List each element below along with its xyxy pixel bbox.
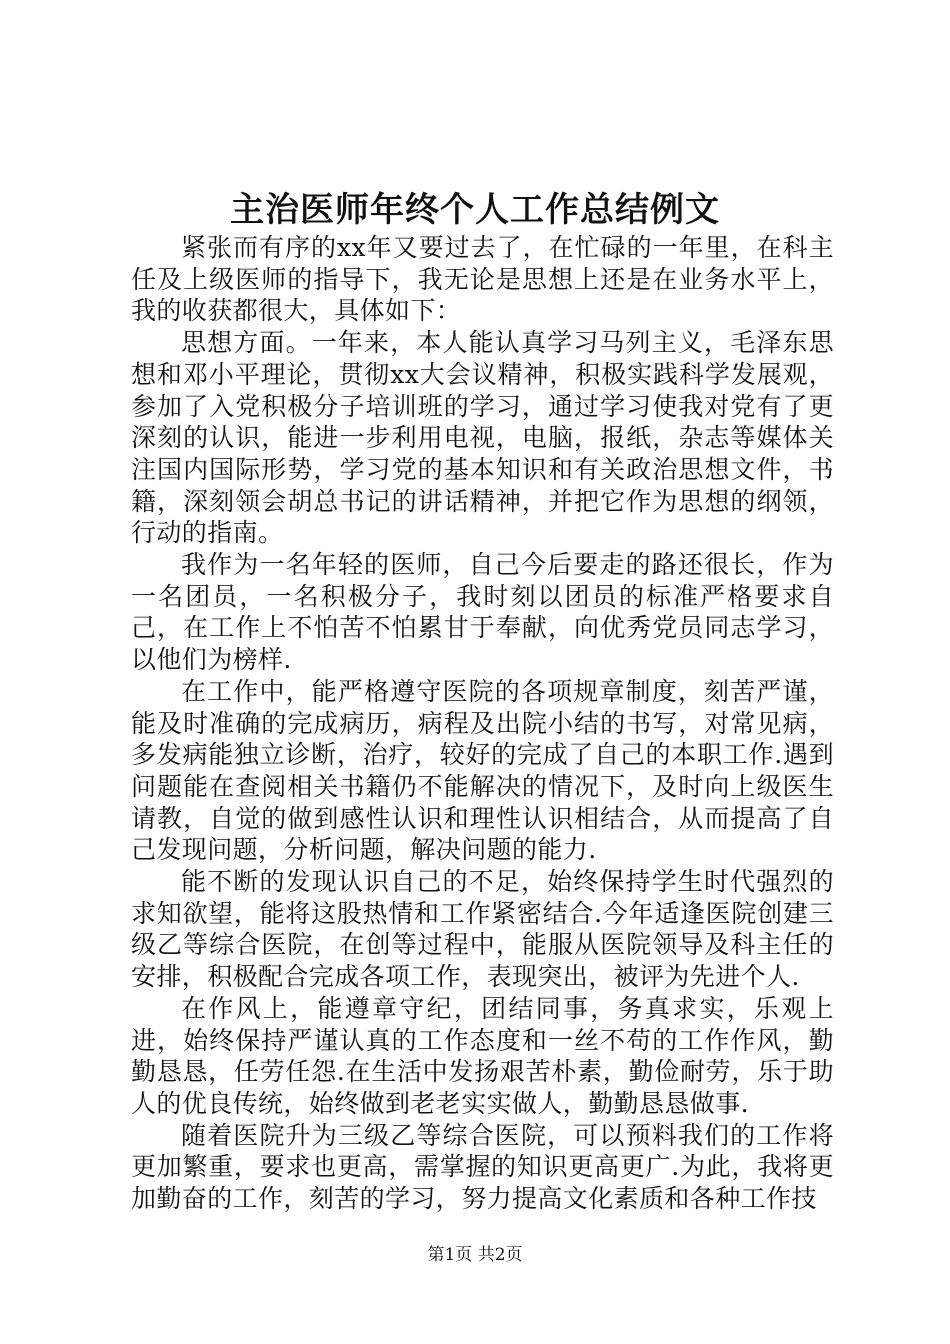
paragraph-young-physician: 我作为一名年轻的医师，自己今后要走的路还很长，作为一名团员，一名积极分子，我时刻以团员的标准严格要求自己，在工作上不怕苦不怕累甘于奉献，向优秀党员同志学习，以他们为榜样. — [131, 550, 834, 675]
document-body — [131, 232, 834, 1215]
paragraph-shortcomings: 能不断的发现认识自己的不足，始终保持学生时代强烈的求知欲望，能将这股热情和工作紧密结合.今年适逢医院创建三级乙等综合医院，在创等过程中，能服从医院领导及科主任的安排，积极配合完成各项工作，表现突出，被评为先进个人. — [131, 867, 834, 992]
page-number-footer: 第1页 共2页 — [427, 1245, 523, 1265]
paragraph-style: 在作风上，能遵章守纪，团结同事，务真求实，乐观上进，始终保持严谨认真的工作态度和一丝不苟的工作作风，勤勤恳恳，任劳任怨.在生活中发扬艰苦朴素，勤俭耐劳，乐于助人的优良传统，始终做到老老实实做人，勤勤恳恳做事. — [131, 993, 834, 1118]
paragraph-future: 随着医院升为三级乙等综合医院，可以预料我们的工作将更加繁重，要求也更高，需掌握的知识更高更广.为此，我将更加勤奋的工作，刻苦的学习，努力提高文化素质和各种工作技 — [131, 1120, 834, 1214]
paragraph-intro: 紧张而有序的xx年又要过去了，在忙碌的一年里，在科主任及上级医师的指导下，我无论是思想上还是在业务水平上，我的收获都很大，具体如下： — [131, 233, 834, 326]
document-title: 主治医师年终个人工作总结例文 — [230, 190, 720, 230]
paragraph-work: 在工作中，能严格遵守医院的各项规章制度，刻苦严谨，能及时准确的完成病历，病程及出院小结的书写，对常见病，多发病能独立诊断，治疗，较好的完成了自己的本职工作.遇到问题能在查阅相关书籍仍不能解决的情况下，及时向上级医生请教，自觉的做到感性认识和理性认识相结合，从而提高了自己发现问题，分析问题，解决问题的能力. — [131, 676, 834, 865]
paragraph-thought: 思想方面。一年来，本人能认真学习马列主义，毛泽东思想和邓小平理论，贯彻xx大会议精神，积极实践科学发展观，参加了入党积极分子培训班的学习，通过学习使我对党有了更深刻的认识，能进一步利用电视，电脑，报纸，杂志等媒体关注国内国际形势，学习党的基本知识和有关政治思想文件，书籍，深刻领会胡总书记的讲话精神，并把它作为思想的纲领，行动的指南。 — [131, 328, 834, 548]
